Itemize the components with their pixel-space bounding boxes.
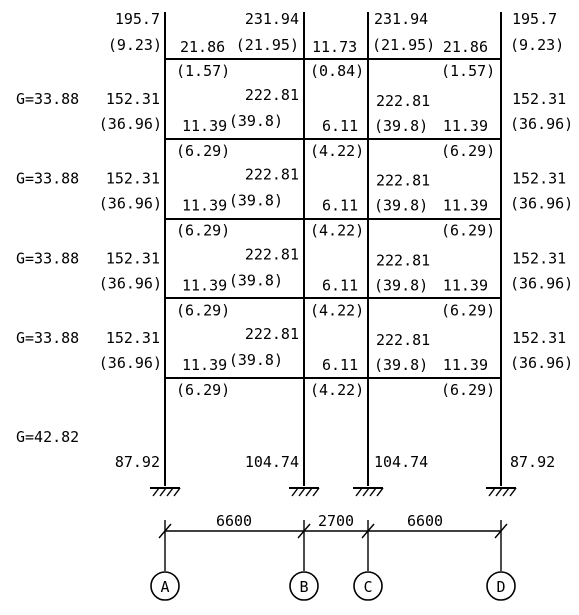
floor-colB-shear: (39.8) bbox=[228, 271, 283, 290]
floor-colD-moment: 152.31 bbox=[512, 249, 567, 268]
floor-colC-shear: (39.8) bbox=[374, 196, 429, 215]
floor-colC-moment: 222.81 bbox=[376, 251, 431, 270]
top-beamBC-shear: (0.84) bbox=[310, 62, 365, 80]
floor-colB-moment: 222.81 bbox=[244, 245, 299, 264]
top-colA-shear: (9.23) bbox=[107, 36, 162, 54]
floor-beamCD-shear: (6.29) bbox=[441, 221, 496, 240]
top-beamCD-right: 21.86 bbox=[442, 38, 488, 56]
floor-beamAB-moment: 11.39 bbox=[182, 196, 228, 215]
fixed-support-D bbox=[486, 488, 516, 496]
axis-label-B: B bbox=[299, 578, 309, 596]
floor-colD-shear: (36.96) bbox=[510, 194, 574, 213]
top-colB-shear: (21.95) bbox=[235, 36, 299, 54]
floor-beamAB-shear: (6.29) bbox=[176, 381, 231, 400]
floor-colA-moment: 152.31 bbox=[105, 90, 160, 108]
fixed-support-A bbox=[150, 488, 180, 496]
floor-colB-shear: (39.8) bbox=[228, 191, 283, 210]
floor-colB-moment: 222.81 bbox=[244, 86, 299, 104]
ground-colD: 87.92 bbox=[510, 453, 556, 471]
floor-colC-moment: 222.81 bbox=[376, 92, 431, 110]
floor-colA-shear: (36.96) bbox=[98, 194, 162, 213]
top-colC-shear: (21.95) bbox=[372, 36, 436, 54]
floor-colA-moment: 152.31 bbox=[105, 169, 160, 188]
floor-beamBC-moment: 6.11 bbox=[322, 117, 359, 135]
floor-beamBC-shear: (4.22) bbox=[310, 301, 365, 320]
floor-load: G=33.88 bbox=[16, 329, 80, 348]
top-colC-moment: 231.94 bbox=[374, 10, 429, 28]
span-CD: 6600 bbox=[406, 512, 444, 530]
ground-colB: 104.74 bbox=[244, 453, 299, 471]
top-beamBC-left: 11.73 bbox=[312, 38, 358, 56]
axis-label-D: D bbox=[496, 578, 506, 596]
floor-colD-shear: (36.96) bbox=[510, 354, 574, 373]
floor-beamBC-moment: 6.11 bbox=[322, 196, 359, 215]
floor-beamAB-shear: (6.29) bbox=[176, 301, 231, 320]
floor-colB-moment: 222.81 bbox=[244, 325, 299, 344]
ground-colA: 87.92 bbox=[114, 453, 160, 471]
floor-colA-shear: (36.96) bbox=[98, 354, 162, 373]
top-colA-moment: 195.7 bbox=[114, 10, 160, 28]
axis-label-C: C bbox=[363, 578, 373, 596]
floor-colB-shear: (39.8) bbox=[228, 351, 283, 370]
top-beamCD-shear: (1.57) bbox=[441, 62, 496, 80]
floor-beamBC-moment: 6.11 bbox=[322, 276, 359, 295]
floor-colB-shear: (39.8) bbox=[228, 112, 283, 130]
typical-floor-labels bbox=[16, 86, 573, 399]
floor-colD-moment: 152.31 bbox=[512, 169, 567, 188]
floor-beamBC-moment: 6.11 bbox=[322, 356, 359, 375]
floor-colC-moment: 222.81 bbox=[376, 331, 431, 350]
top-colB-moment: 231.94 bbox=[244, 10, 299, 28]
floor-colC-shear: (39.8) bbox=[374, 356, 429, 375]
floor-colD-moment: 152.31 bbox=[512, 329, 567, 348]
top-colD-shear: (9.23) bbox=[510, 36, 565, 54]
floor-colC-shear: (39.8) bbox=[374, 276, 429, 295]
floor-colD-shear: (36.96) bbox=[510, 115, 574, 133]
floor-beamCD-moment: 11.39 bbox=[442, 356, 488, 375]
span-BC: 2700 bbox=[317, 512, 355, 530]
top-beamAB-shear: (1.57) bbox=[176, 62, 231, 80]
ground-load: G=42.82 bbox=[16, 428, 80, 446]
floor-colA-moment: 152.31 bbox=[105, 329, 160, 348]
floor-colC-shear: (39.8) bbox=[374, 117, 429, 135]
floor-load: G=33.88 bbox=[16, 249, 80, 268]
axis-label-A: A bbox=[160, 578, 170, 596]
floor-beamCD-moment: 11.39 bbox=[442, 196, 488, 215]
floor-beamBC-shear: (4.22) bbox=[310, 221, 365, 240]
floor-beamCD-shear: (6.29) bbox=[441, 381, 496, 400]
floor-colA-moment: 152.31 bbox=[105, 249, 160, 268]
floor-beamAB-moment: 11.39 bbox=[182, 356, 228, 375]
floor-colD-shear: (36.96) bbox=[510, 274, 574, 293]
floor-beamAB-shear: (6.29) bbox=[176, 142, 231, 160]
floor-beamCD-moment: 11.39 bbox=[442, 276, 488, 295]
floor-colD-moment: 152.31 bbox=[512, 90, 567, 108]
floor-colA-shear: (36.96) bbox=[98, 115, 162, 133]
floor-beamCD-shear: (6.29) bbox=[441, 301, 496, 320]
floor-beamCD-shear: (6.29) bbox=[441, 142, 496, 160]
fixed-support-B bbox=[289, 488, 319, 496]
top-beamAB-left: 21.86 bbox=[180, 38, 226, 56]
floor-beamBC-shear: (4.22) bbox=[310, 381, 365, 400]
floor-load: G=33.88 bbox=[16, 169, 80, 188]
floor-beamCD-moment: 11.39 bbox=[442, 117, 488, 135]
floor-colC-moment: 222.81 bbox=[376, 171, 431, 190]
ground-colC: 104.74 bbox=[374, 453, 429, 471]
fixed-support-C bbox=[353, 488, 383, 496]
floor-beamBC-shear: (4.22) bbox=[310, 142, 365, 160]
floor-colB-moment: 222.81 bbox=[244, 165, 299, 184]
floor-beamAB-moment: 11.39 bbox=[182, 117, 228, 135]
floor-colA-shear: (36.96) bbox=[98, 274, 162, 293]
floor-load: G=33.88 bbox=[16, 90, 80, 108]
top-colD-moment: 195.7 bbox=[512, 10, 558, 28]
floor-beamAB-moment: 11.39 bbox=[182, 276, 228, 295]
floor-beamAB-shear: (6.29) bbox=[176, 221, 231, 240]
span-AB: 6600 bbox=[215, 512, 253, 530]
